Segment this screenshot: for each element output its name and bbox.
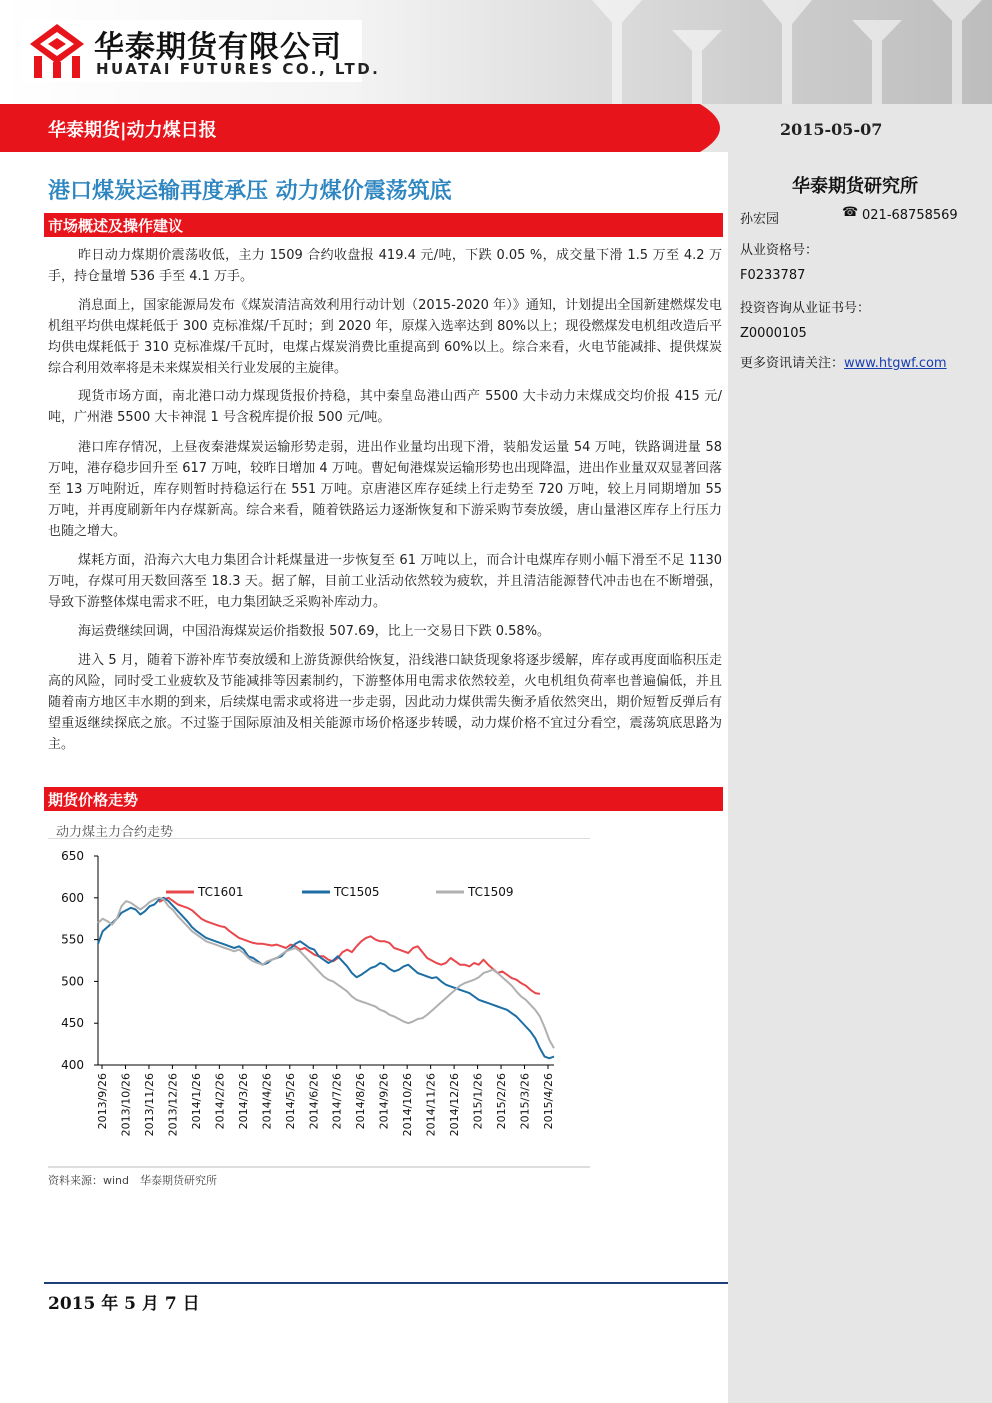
logo-mark-icon: [28, 22, 86, 80]
x-tick-label: 2015/3/26: [518, 1073, 532, 1130]
more-info-label: 更多资讯请关注：: [740, 356, 845, 371]
page-header: [0, 0, 992, 104]
x-tick-label: 2015/1/26: [471, 1073, 485, 1130]
report-title: 港口煤炭运输再度承压 动力煤价震荡筑底: [48, 179, 452, 204]
sidebar-title: 华泰期货研究所: [792, 176, 918, 197]
company-logo: [22, 20, 381, 82]
legend-label: TC1601: [198, 885, 244, 899]
cert-number: F0233787: [740, 268, 806, 283]
company-name-cn: 华泰期货有限公司: [94, 30, 342, 65]
header-decoration-graphic: [572, 0, 992, 104]
y-tick-label: 600: [61, 890, 84, 905]
paragraph: 消息面上，国家能源局发布《煤炭清洁高效利用行动计划（2015-2020 年）》通知，计划提出全国新建燃煤发电机组平均供电煤耗低于 300 克标准煤/千瓦时；到 2020 年，原煤入选率达到 80%以上；现役燃煤发电机组改造后平均供电煤耗低于 310 克标准煤/千瓦时，电煤占煤炭消费比重提高到 60%以上。综合来看，火电节能减排、提供煤炭综合利用效率将是未来煤炭相关行业发展的主旋律。: [48, 298, 722, 376]
chart-source: 资料来源：wind 华泰期货研究所: [48, 1174, 218, 1187]
x-tick-label: 2014/9/26: [377, 1073, 391, 1130]
x-tick-label: 2014/2/26: [213, 1073, 227, 1130]
y-tick-label: 400: [61, 1058, 84, 1072]
banner-date: 2015-05-07: [780, 120, 883, 139]
cert-label: 从业资格号：: [740, 243, 819, 258]
section-header-futures: [44, 787, 723, 811]
x-tick-label: 2014/1/26: [189, 1073, 203, 1130]
x-tick-label: 2013/9/26: [96, 1073, 109, 1130]
section-title-market: 市场概述及操作建议: [48, 217, 184, 235]
company-name-en: HUATAI FUTURES CO., LTD.: [96, 60, 381, 78]
x-tick-label: 2015/4/26: [542, 1073, 555, 1130]
paragraph: 海运费继续回调，中国沿海煤炭运价指数报 507.69，比上一交易日下跌 0.58%。: [78, 624, 551, 639]
x-tick-label: 2014/10/26: [401, 1073, 415, 1137]
paragraph: 进入 5 月，随着下游补库节奏放缓和上游货源供给恢复，沿线港口缺货现象将逐步缓解，库存或再度面临积压走高的风险，同时受工业疲软及节能减排等因素制约，下游整体用电需求依然较差，火电机组负荷率也普遍偏低，并且随着南方地区丰水期的到来，后续煤电需求或将进一步走弱，因此动力煤供需失衡矛盾依然突出，期价短暂反弹后有望重返继续探底之旅。不过鉴于国际原油及相关能源市场价格逐步转暖，动力煤价格不宜过分看空，震荡筑底思路为主。: [48, 653, 722, 752]
paragraph: 昨日动力煤期价震荡收低，主力 1509 合约收盘报 419.4 元/吨，下跌 0.05 %，成交量下滑 1.5 万至 4.2 万手，持仓量增 536 手至 4.1 万手。: [48, 248, 722, 284]
legend-label: TC1509: [468, 885, 514, 899]
banner-title: 华泰期货|动力煤日报: [48, 120, 217, 141]
analyst-phone: 021-68758569: [862, 208, 958, 223]
x-tick-label: 2014/5/26: [283, 1073, 297, 1130]
analyst-name: 孙宏园: [740, 212, 780, 227]
price-trend-chart: [44, 838, 594, 1168]
x-tick-label: 2014/3/26: [236, 1073, 250, 1130]
phone-icon: ☎: [842, 205, 859, 220]
x-tick-label: 2014/7/26: [330, 1073, 344, 1130]
section-title-futures: 期货价格走势: [48, 791, 139, 809]
y-tick-label: 550: [61, 932, 84, 947]
x-tick-label: 2014/12/26: [448, 1073, 462, 1137]
y-tick-label: 500: [61, 974, 84, 989]
x-tick-label: 2014/6/26: [307, 1073, 321, 1130]
paragraph: 现货市场方面，南北港口动力煤现货报价持稳，其中秦皇岛港山西产 5500 大卡动力末煤成交均价报 415 元/吨，广州港 5500 大卡神混 1 号含税库提价报 500 元/吨。: [48, 389, 722, 425]
footer-rule: [44, 1282, 728, 1284]
more-info: [740, 352, 947, 371]
section-header-market: [44, 213, 723, 237]
x-tick-label: 2013/10/26: [119, 1073, 133, 1137]
x-tick-label: 2015/2/26: [495, 1073, 509, 1130]
x-tick-label: 2014/4/26: [260, 1073, 274, 1130]
y-tick-label: 450: [61, 1016, 84, 1031]
paragraph: 煤耗方面，沿海六大电力集团合计耗煤量进一步恢复至 61 万吨以上，而合计电煤库存则小幅下滑至不足 1130 万吨，存煤可用天数回落至 18.3 天。据了解，目前工业活动依然较为疲软，并且清洁能源替代冲击也在不断增强，导致下游整体煤电需求不旺，电力集团缺乏采购补库动力。: [48, 553, 722, 610]
x-tick-label: 2013/11/26: [142, 1073, 156, 1137]
x-tick-label: 2014/8/26: [354, 1073, 368, 1130]
footer-date: 2015 年 5 月 7 日: [48, 1294, 200, 1314]
chart-caption: 动力煤主力合约走势: [56, 825, 174, 840]
advisory-label: 投资咨询从业证书号：: [740, 301, 871, 316]
legend-label: TC1505: [334, 885, 380, 899]
x-tick-label: 2013/12/26: [166, 1073, 180, 1137]
paragraph: 港口库存情况，上昼夜秦港煤炭运输形势走弱，进出作业量均出现下滑，装船发运量 54 万吨，铁路调进量 58 万吨，港存稳步回升至 617 万吨，较昨日增加 4 万吨。曹妃甸港煤炭运输形势也出现降温，进出作业量双双显著回落至 13 万吨附近，库存则暂时持稳运行在 551 万吨。京唐港区库存延续上行走势至 720 万吨，较上月同期增加 55 万吨，并再度刷新年内存煤新高。综合来看，随着铁路运力逐渐恢复和下游采购节奏放缓，唐山量港区库存上行压力也随之增大。: [48, 440, 722, 539]
website-link[interactable]: www.htgwf.com: [844, 356, 947, 371]
x-tick-label: 2014/11/26: [424, 1073, 438, 1137]
advisory-number: Z0000105: [740, 326, 807, 341]
y-tick-label: 650: [61, 849, 84, 863]
series-line-TC1509: [98, 898, 554, 1049]
